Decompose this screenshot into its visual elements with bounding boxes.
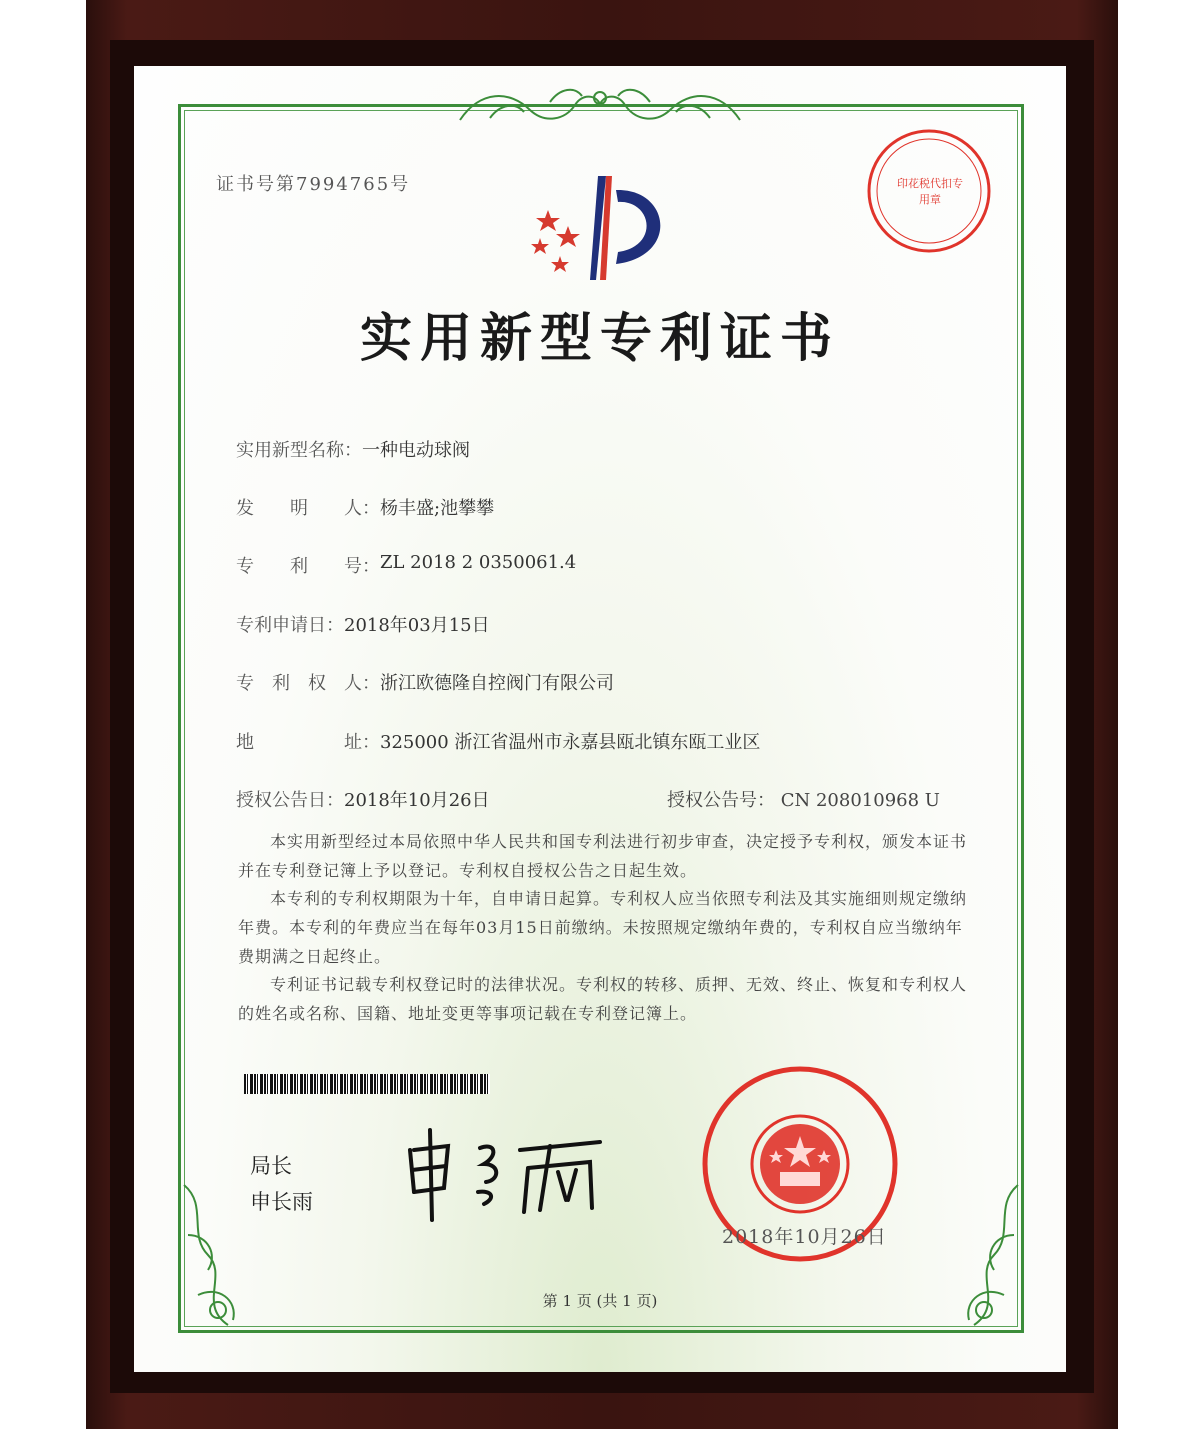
seal-date: 2018年10月26日 bbox=[722, 1226, 887, 1248]
field-label: 授权公告号： bbox=[667, 790, 775, 811]
page-number: 第 1 页 (共 1 页) bbox=[542, 1292, 658, 1310]
field-address bbox=[236, 728, 760, 754]
certificate-number: 证书号第7994765号 bbox=[216, 174, 411, 195]
field-inventor bbox=[236, 494, 494, 520]
field-value: 2018年03月15日 bbox=[344, 615, 490, 636]
field-value: 325000 浙江省温州市永嘉县瓯北镇东瓯工业区 bbox=[380, 732, 761, 753]
field-label: 专 利 权 人： bbox=[236, 673, 380, 694]
director-signature bbox=[400, 1120, 620, 1230]
field-utility-model-name bbox=[236, 436, 470, 462]
field-grant-number bbox=[667, 786, 940, 812]
field-label: 专 利 号： bbox=[236, 556, 380, 577]
field-label: 发 明 人： bbox=[236, 498, 380, 519]
field-label: 授权公告日： bbox=[236, 790, 344, 811]
field-label: 专利申请日： bbox=[236, 615, 344, 636]
field-label: 地 址： bbox=[236, 732, 380, 753]
tax-seal-center-text: 印花税代扣专用章 bbox=[897, 177, 963, 206]
paragraph-2: 本专利的专利权期限为十年，自申请日起算。专利权人应当依照专利法及其实施细则规定缴纳年费。本专利的年费应当在每年03月15日前缴纳。未按照规定缴纳年费的，专利权自应当缴纳年费期满之日起终止。 bbox=[238, 889, 968, 966]
paragraph-3: 专利证书记载专利权登记时的法律状况。专利权的转移、质押、无效、终止、恢复和专利权人的姓名或名称、国籍、地址变更等事项记载在专利登记簿上。 bbox=[238, 975, 968, 1023]
bottom-left-ornament bbox=[178, 1175, 258, 1335]
patent-office-emblem bbox=[520, 168, 680, 288]
field-value: 一种电动球阀 bbox=[362, 440, 470, 461]
field-value: 2018年10月26日 bbox=[344, 790, 490, 811]
field-grant-date bbox=[236, 786, 490, 812]
top-ornament bbox=[450, 80, 750, 128]
field-label: 实用新型名称： bbox=[236, 440, 362, 461]
field-value: ZL 2018 2 0350061.4 bbox=[380, 552, 577, 573]
certificate-title: 实用新型专利证书 bbox=[359, 309, 840, 369]
director-name: 申长雨 bbox=[250, 1190, 313, 1214]
cipa-seal-text bbox=[720, 1268, 880, 1269]
field-value: 浙江欧德隆自控阀门有限公司 bbox=[380, 673, 614, 694]
field-value: CN 208010968 U bbox=[780, 790, 940, 811]
field-value: 杨丰盛;池攀攀 bbox=[380, 498, 495, 519]
field-patent-number bbox=[236, 552, 576, 578]
director-title: 局长 bbox=[250, 1154, 292, 1178]
field-patentee bbox=[236, 669, 614, 695]
paragraph-1: 本实用新型经过本局依照中华人民共和国专利法进行初步审查，决定授予专利权，颁发本证书并在专利登记簿上予以登记。专利权自授权公告之日起生效。 bbox=[238, 832, 968, 880]
bottom-right-ornament bbox=[944, 1175, 1024, 1335]
field-filing-date bbox=[236, 611, 490, 637]
barcode bbox=[244, 1074, 490, 1094]
